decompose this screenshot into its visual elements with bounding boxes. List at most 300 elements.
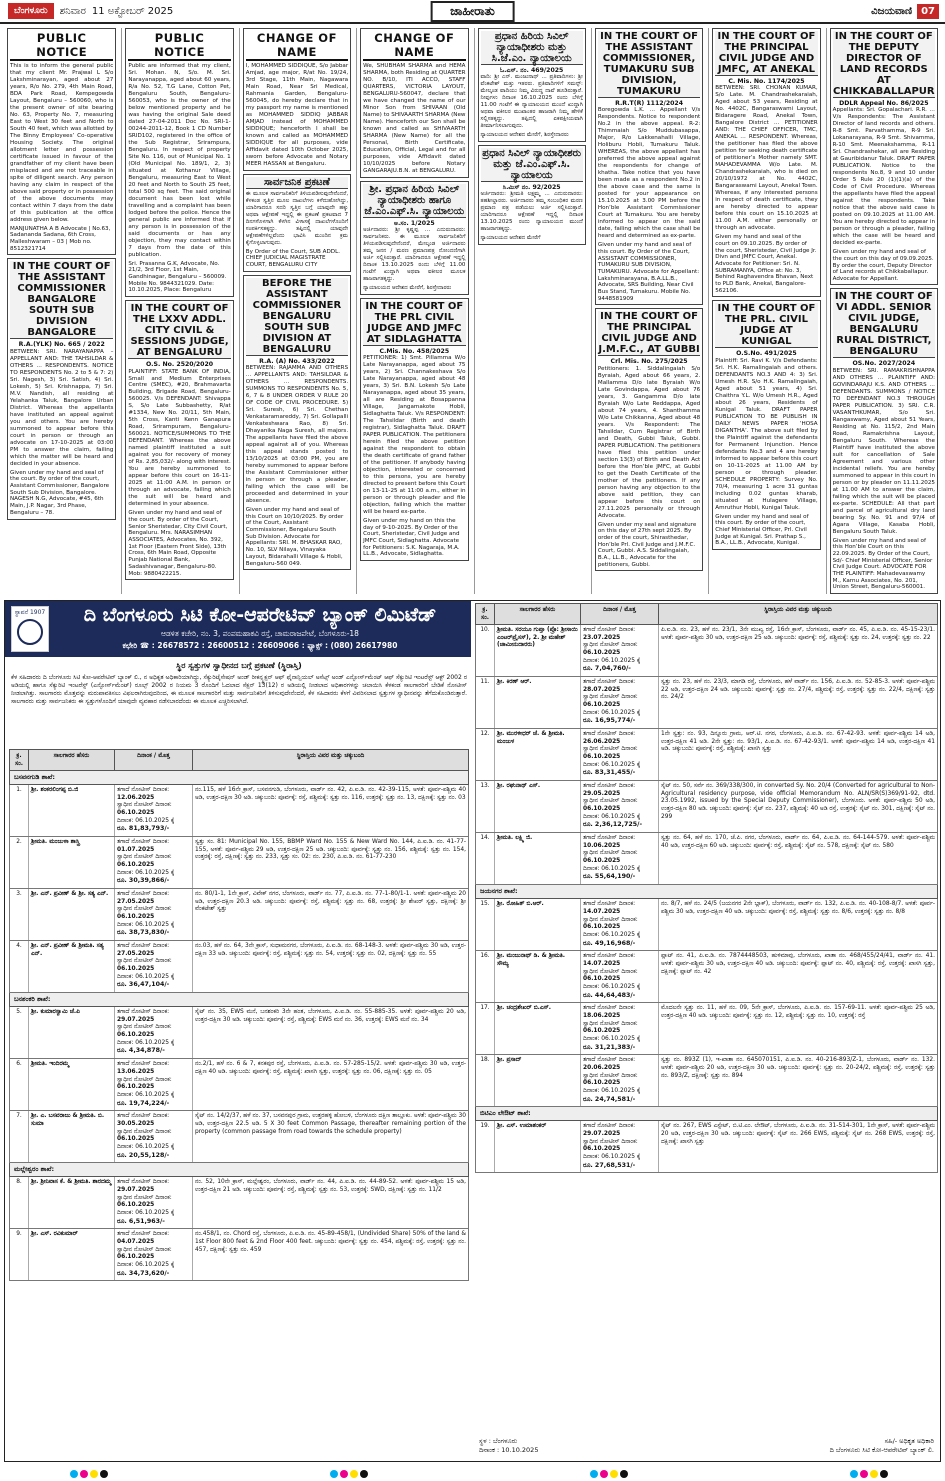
notice-heading: PUBLIC NOTICE xyxy=(10,31,113,61)
notice-body: BETWEEN: SRI. NARAYANAPPA – APPELLANT AND: THE TAHSILDAR & OTHERS … RESPONDENTS. NOTICE TO RESPONDENTS No. 2 to 5 & 7: 2) Sri. Nagesh, 3) Sri. Satish, 4) Sri. Lokesh, 5) Sri. Krishnappa, 7) Sri. M.V. Nandish, all residing at Yelahanka Taluk, Bangalore Urban District. Whereas the appellants have instituted an appeal against you and others. You are hereby summoned to appear before this court in person or through an advocate on 17-10-2025 at 03:00 PM to answer the claim, failing which the matter will be heard and decided in your absence. xyxy=(10,348,114,467)
borrower-name: ಶ್ರೀ. ಚಂದ್ರಶೇಖರ್ ಬಿ.ಎಸ್. xyxy=(494,1003,580,1054)
borrower-name: ಶ್ರೀ. ಎ. ಬಸವರಾಜು & ಶ್ರೀಮತಿ. ಬಿ. ಸುಮಾ xyxy=(28,1111,114,1162)
demand-label: ತಗಾದೆ ನೋಟೀಸ್ ದಿನಾಂಕ: xyxy=(117,839,170,846)
notice-column xyxy=(121,28,236,594)
registration-dot-icon xyxy=(350,1470,358,1478)
legal-notice xyxy=(712,300,820,550)
demand-label: ತಗಾದೆ ನೋಟೀಸ್ ದಿನಾಂಕ: xyxy=(583,1005,636,1012)
property-description: ಸೈಟ್ ನಂ. 50, ಸರ್ವೆ ನಂ. 369/338/300, in converted Sy. No. 20/4 (Converted for agricultural to Non-Agricultural residency purpose, vide official Memorandum No. ALN/SR(S)369/91-92, dtd. 23.05.1992, issued by the Special Deputy Commissioner), ಬೆಂಗಳೂರು. ಅಳತೆ: ಪೂರ್ವ-ಪಶ್ಚಿಮ 50 ಅಡಿ, ಉತ್ತರ-ದಕ್ಷಿಣ 80 ಅಡಿ. ಚಕ್ಕುಬಂದಿ: ಪೂರ್ವಕ್ಕೆ: ಸೈಟ್ ನಂ. 237, ಪಶ್ಚಿಮಕ್ಕೆ: 40 ಅಡಿ ರಸ್ತೆ, ಉತ್ತರಕ್ಕೆ: ಸೈಟ್ ನಂ. 301, ದಕ್ಷಿಣಕ್ಕೆ: ಸೈಟ್ ನಂ. 299 xyxy=(658,781,937,832)
outstanding-amount: ರೂ. 7,04,760/- xyxy=(583,665,631,673)
possession-label: ಸ್ವಾಧೀನ ನೋಟೀಸ್ ದಿನಾಂಕ: xyxy=(117,854,172,861)
table-row xyxy=(475,729,938,781)
possession-date: 06.10.2025 xyxy=(117,862,155,869)
table-row xyxy=(9,785,469,837)
borrower-name: ಶ್ರೀಮತಿ. ಲಕ್ಷ್ಮಿ ಜಿ. xyxy=(494,833,580,884)
demand-label: ತಗಾದೆ ನೋಟೀಸ್ ದಿನಾಂಕ: xyxy=(583,627,636,633)
notice-body: ಈ ಮೂಲಕ ಸಾರ್ವಜನಿಕರಿಗೆ ತಿಳಿಯಪಡಿಸುವುದೇನೆಂದರೆ, ಕೆಳಕಂಡ ಸ್ವತ್ತಿನ ಮೂಲ ದಾಖಲೆಗಳು ಕಳೆದುಹೋಗಿದ್ದು, ಯಾರಿಗಾದರೂ ಸದರಿ ಸ್ವತ್ತಿನ ಬಗ್ಗೆ ಯಾವುದೇ ಹಕ್ಕು ಅಥವಾ ಆಕ್ಷೇಪಣೆ ಇದ್ದಲ್ಲಿ ಈ ಪ್ರಕಟಣೆ ಪ್ರಕಟವಾದ 7 ದಿನಗಳೊಳಗಾಗಿ ಕೆಳಗಿನ ವಿಳಾಸಕ್ಕೆ ದಾಖಲೆಗಳೊಂದಿಗೆ ಸಂಪರ್ಕಿಸತಕ್ಕದ್ದು. ತಪ್ಪಿದಲ್ಲಿ ಯಾವುದೇ ಆಕ್ಷೇಪಣೆಗಳಿಲ್ಲವೆಂದು ಭಾವಿಸಿ ಮುಂದಿನ ಕ್ರಮ ಕೈಗೊಳ್ಳಲಾಗುವುದು. xyxy=(245,190,349,246)
possession-date: 06.10.2025 xyxy=(583,806,621,813)
possession-table-right xyxy=(475,603,938,1173)
demand-date: 29.07.2025 xyxy=(117,1186,155,1193)
borrower-name: ಶ್ರೀ. ಪ್ರಸಾದ್ xyxy=(494,1055,580,1106)
notice-body: Appellants: Sri. Gopalachari. R.R. … V/s Respondents: The Assistant Director of land records and others. R-8 Smt. Parvathamma, R-9 Sri. Lokanarayana, R-9 Smt. Shivamma, R-10 Smt. Meenakshamma, R-11 Sri. Chandrashekar, all are Residing at Gauribidanur Taluk. DRAFT PAPER PUBLICATION. Notice to the respondents No.8, 9 and 10 under Order 5 Rule 20 (1)(1)(a) of the Code of Civil Procedure. Whereas the appellants have filed the appeal against the respondents. Take notice that the above said case is posted on 09.10.2025 at 11.00 AM. You are hereby directed to appear in person or through a pleader, failing which the case will be heard and decided ex-parte. xyxy=(832,107,935,247)
row-number: 9. xyxy=(16,1231,22,1238)
notice-signature: ನ್ಯಾಯಾಲಯದ ಆದೇಶದ ಮೇರೆಗೆ xyxy=(480,235,541,242)
notice-body: Plaintiff: Sri. Ravi K. V/s Defendants: Sri. H.K. Ramalingaiah and others. DEFENDANTS NO.3 AND 4: 3) Sri. Umesh H.R. S/o H.K. Ramalingaiah, Aged about 51 years, 4) Sri. Chaithra Y.L. W/o Umesh H.R., Aged about 26 years, Residents of Kunigal Taluk. DRAFT PAPER PUBLICATION TO BE PUBLISH IN DAILY NEWS PAPER ‘HOSA DIGANTHA’. The above suit filed by the Plaintiff against the defendants for Permanent Injunction. Hence defendants No.3 and 4 are hereby informed to appear before this court on 10-11-2025 at 11.00 AM by person or through pleader. SCHEDULE PROPERTY: Survey No. 70/4, measuring 1 acre 31 guntas including 0.02 guntas kharab, situated at Hulagere Village, Amruthur Hobli, Kunigal Taluk. xyxy=(715,357,818,511)
notice-body: BETWEEN: SRI. RAMAKRISHNAPPA AND OTHERS … PLAINTIFF AND: GOVINDARAJU K.S. AND OTHERS … DEFENDANTS. SUMMONS / NOTICE TO DEFENDANT NO.3 THROUGH PAPER PUBLICATION. 3) SRI. C.R. VASANTHKUMAR, S/o Sri. Rangaswamy, Aged about 51 Years, Residing at No. 115/2, 2nd Main Road, Ramakrishna Layout, Bengaluru South. Whereas the Plaintiff have instituted the above suit for cancellation of Sale Agreement and various other incidental reliefs. You are hereby summoned to appear in this court in person or by pleader on 11.11.2025 at 11.00 AM to answer the claim, failing which the suit will be placed ex-parte. SCHEDULE: All that part and parcel of agricultural dry land bearing Sy. No. 91 and 97/4 of Agara Village, Kasaba Hobli, Bengaluru South Taluk. xyxy=(832,367,935,535)
notice-heading: CHANGE OF NAME xyxy=(246,31,348,61)
amount-date-label: ದಿನಾಂಕ: 06.10.2025 ಕ್ಕೆ xyxy=(117,1261,175,1268)
amount-date-label: ದಿನಾಂಕ: 06.10.2025 ಕ್ಕೆ xyxy=(583,1035,641,1042)
possession-label: ಸ್ವಾಧೀನ ನೋಟೀಸ್ ದಿನಾಂಕ: xyxy=(117,958,172,965)
registration-dots xyxy=(850,1470,888,1478)
table-row xyxy=(475,625,938,677)
notice-dates xyxy=(114,1177,192,1228)
possession-date: 06.10.2025 xyxy=(583,1080,621,1087)
amount-date-label: ದಿನಾಂಕ: 06.10.2025 ಕ್ಕೆ xyxy=(583,709,641,716)
registration-dot-icon xyxy=(340,1470,348,1478)
property-description: ಸೈಟ್ ನಂ. 14/2/37, ಹಳೆ ನಂ. 37, ಬಸವನಪುರ ಗ್ರಾಮ, ಉತ್ತರಹಳ್ಳಿ ಹೋಬಳಿ, ಬೆಂಗಳೂರು ದಕ್ಷಿಣ ತಾಲ್ಲೂಕು. ಅಳತೆ: ಪೂರ್ವ-ಪಶ್ಚಿಮ 30 ಅಡಿ, ಉತ್ತರ-ದಕ್ಷಿಣ 22.5 ಅಡಿ. 5 X 30 feet Common Passage, thereafter remaining portion of the property (common passage from road towards the schedule property) xyxy=(192,1111,468,1162)
legal-notice xyxy=(243,28,351,171)
table-row xyxy=(475,1055,938,1107)
amount-date-label: ದಿನಾಂಕ: 06.10.2025 ಕ್ಕೆ xyxy=(583,657,641,664)
col-header: ಕ್ರ. ಸಂ. xyxy=(14,752,24,767)
notice-intro: ಕೆಳ ಸಹಿದಾರರು ದಿ ಬೆಂಗಳೂರು ಸಿಟಿ ಕೋ-ಆಪರೇಟಿವ್ ಬ್ಯಾಂಕ್ ಲಿ., ನ ಅಧಿಕೃತ ಅಧಿಕಾರಿಯಾಗಿದ್ದು, ಸೆಕ್ಯುರಿಟೈಸೇಷನ್ ಅಂಡ್ ರೀಕನ್ಸ್ಟ್ರಕ್ಷನ್ ಆಫ್ ಫೈನಾನ್ಷಿಯಲ್ ಅಸೆಟ್ಸ್ ಅಂಡ್ ಎನ್ಫೋರ್ಸ್‌ಮೆಂಟ್ ಆಫ್ ಸೆಕ್ಯುರಿಟಿ ಇಂಟರೆಸ್ಟ್ ಆಕ್ಟ್ 2002 ರ ಅಡಿಯಲ್ಲಿ ಹಾಗೂ ಸೆಕ್ಯುರಿಟಿ ಇಂಟರೆಸ್ಟ್ (ಎನ್ಫೋರ್ಸ್‌ಮೆಂಟ್) ರೂಲ್ಸ್ 2002 ರ ನಿಯಮ 3 ರೊಂದಿಗೆ ಓದಲಾದ ಸೆಕ್ಷನ್ 13(12) ರ ಅಡಿಯಲ್ಲಿ ನೀಡಲಾದ ಅಧಿಕಾರಗಳನ್ನು ಚಲಾಯಿಸಿ ಕೆಳಕಂಡ ಸಾಲಗಾರರಿಗೆ ಬೇಡಿಕೆ ನೋಟೀಸ್ ನೀಡಲಾಗಿತ್ತು. ಸಾಲಗಾರರು ಮೊತ್ತವನ್ನು ಮರುಪಾವತಿಸಲು ವಿಫಲರಾಗಿರುವುದರಿಂದ, ಈ ಮೂಲಕ ಸಾಲಗಾರರಿಗೆ ಮತ್ತು ಸಾರ್ವಜನಿಕರಿಗೆ ತಿಳಿಸುವುದೇನೆಂದರೆ, ಕೆಳ ಸಹಿದಾರರು ಕೆಳಗೆ ವಿವರಿಸಲಾದ ಸ್ವತ್ತುಗಳ ಸ್ವಾಧೀನವನ್ನು ತೆಗೆದುಕೊಂಡಿರುತ್ತಾರೆ. ಸಾಲಗಾರರು ಮತ್ತು ಸಾರ್ವಜನಿಕರು ಈ ಸ್ವತ್ತುಗಳೊಂದಿಗೆ ಯಾವುದೇ ವ್ಯವಹಾರ ನಡೆಸಬಾರದೆಂದು ಈ ಮೂಲಕ ಎಚ್ಚರಿಸಲಾಗಿದೆ. xyxy=(11,674,467,706)
notice-dates xyxy=(580,899,658,950)
case-number: ಸಿ.ಮಿಸ್ ನಂ. 92/2025 xyxy=(502,184,561,192)
case-number: DDLR Appeal No. 86/2025 xyxy=(839,100,929,107)
registration-dot-icon xyxy=(620,1470,628,1478)
footer-signatory: ಸಹಿ/- ಅಧಿಕೃತ ಅಧಿಕಾರಿ xyxy=(884,1437,934,1445)
property-description: ನಂ. 80/1-1, 1ನೇ ಕ್ರಾಸ್, ವಿವೇಕ್ ನಗರ, ಬೆಂಗಳೂರು, ವಾರ್ಡ್ ನಂ. 77, ಪಿ.ಐ.ಡಿ. ನಂ. 77-1-80/1-1. ಅಳತೆ: ಪೂರ್ವ-ಪಶ್ಚಿಮ 20 ಅಡಿ, ಉತ್ತರ-ದಕ್ಷಿಣ 20.3 ಅಡಿ. ಚಕ್ಕುಬಂದಿ: ಪೂರ್ವಕ್ಕೆ: ರಸ್ತೆ, ಪಶ್ಚಿಮಕ್ಕೆ: ಸ್ವತ್ತು ನಂ. 68, ಉತ್ತರಕ್ಕೆ: ಶ್ರೀ ಶೇಖರ್ ಸ್ವತ್ತು, ದಕ್ಷಿಣಕ್ಕೆ: ಶ್ರೀ ವೆಂಕಟೇಶ್ ಸ್ವತ್ತು xyxy=(192,889,468,940)
outstanding-amount: ರೂ. 30,39,866/- xyxy=(117,877,170,885)
possession-label: ಸ್ವಾಧೀನ ನೋಟೀಸ್ ದಿನಾಂಕ: xyxy=(117,1076,172,1083)
case-number: O.S.No. 491/2025 xyxy=(736,350,797,358)
table-row xyxy=(475,833,938,885)
registration-dot-icon xyxy=(860,1470,868,1478)
registration-dots xyxy=(330,1470,368,1478)
demand-date: 27.05.2025 xyxy=(117,950,155,957)
branch-heading: ಬನಶಂಕರಿ ಶಾಖೆ: xyxy=(9,993,469,1007)
notice-body: PETITIONER: 1) Smt. Pillamma W/o Late Narayanappa, aged about 75 years, 2) Sri. Channakeshava S/o Late Narayanappa, aged about 48 years, 3) Sri. B.N. Lokesh S/o Late Narayanappa, aged about 35 years, all are Residing at Bosappanna Village, Jangamakote Hobli, Sidlaghatta Taluk. V/s RESPONDENT: The Tahsildar (Birth and death registrar), Sidlaghatta Taluk. DRAFT PAPER PUBLICATION. The petitioners herein filed the above petition against the respondent to obtain the death certificate of grand father of the petitioner. If anybody having objection, interested or concerned to this persons, you are hereby directed to present before this Court on 13-11-25 at 11:00 a.m., either in person or through pleader and file objection, failing which the matter will be heard ex-parte. xyxy=(363,355,466,515)
notice-column xyxy=(474,28,589,594)
notice-body: ಅರ್ಜಿದಾರರು: ಶ್ರೀಮತಿ ಲಕ್ಷ್ಮಮ್ಮ ... ಎದುರುದಾರರು: ತಹಶೀಲ್ದಾರರು. ಅರ್ಜಿದಾರರು ತಮ್ಮ ಸಂಬಂಧಿಕರ ಮರಣ ಪ್ರಮಾಣ ಪತ್ರ ಪಡೆಯಲು ಅರ್ಜಿ ಸಲ್ಲಿಸಿರುತ್ತಾರೆ. ಯಾರಿಗಾದರೂ ಆಕ್ಷೇಪಣೆ ಇದ್ದಲ್ಲಿ ದಿನಾಂಕ 13.10.2025 ರಂದು ನ್ಯಾಯಾಲಯದ ಮುಂದೆ ಹಾಜರಾಗತಕ್ಕದ್ದು. xyxy=(480,191,583,233)
notice-signature: Given under my hand and seal of the court. By order of the Court, Senior Sheristedar, City Civil Court, Bengaluru. Mrs. NARASIMHAN ASSOCIATES, Advocates, No. 392, 1st Floor (Eastern Front Side), 13th Cross, 6th Main Road, Opposite Punjab National Bank, Sadashivanagar, Bengaluru-80. Mob: 9880422215. xyxy=(128,510,228,577)
notice-signature: MANJUNATHA A B Advocate | No.63, Sadananda Sadana, 6th Cross, Malleshwaram – 03 | Mob no. 8512321714 xyxy=(10,225,111,252)
notice-dates xyxy=(580,951,658,1002)
outstanding-amount: ರೂ. 49,16,968/- xyxy=(583,939,636,947)
notice-body: BETWEEN: RAJAMMA AND OTHERS … APPELLANTS AND: TAHSILDAR & OTHERS … RESPONDENTS. SUMMONS TO RESPONDENTS No. 5, 6, 7 & 8 UNDER ORDER V RULE 20 OF CODE OF CIVIL PROCEDURE. 5) Sri. Suresh, 6) Sri. Chethan Venkataramareddy, 7) Sri. Gollapalli Venkateshwara Rao, 8) Sri. Dhayanika Naga Suresh, all majors. The appellants have filed the above appeal against all of you. Whereas this appeal stands posted to 13/10/2025 at 03:00 PM, you are hereby summoned to appear before the Assistant Commissioner either in person or through a pleader, failing which the case will be proceeded and determined in your absence. xyxy=(245,365,349,504)
notice-dates xyxy=(580,1121,658,1172)
possession-date: 06.10.2025 xyxy=(583,858,621,865)
demand-label: ತಗಾದೆ ನೋಟೀಸ್ ದಿನಾಂಕ: xyxy=(583,953,636,960)
logo-year: ಸ್ಥಾಪನೆ 1907 xyxy=(14,609,46,616)
notice-dates xyxy=(114,889,192,940)
notice-dates xyxy=(114,941,192,992)
property-description: ಸ್ವತ್ತು ನಂ. 893Z (1), ಇ-ಖಾತಾ ನಂ. 645070151, ಪಿ.ಐ.ಡಿ. ನಂ. 40-216-893/Z-1, ಬೆಂಗಳೂರು, ವಾರ್ಡ್ ನಂ. 132. ಅಳತೆ: ಪೂರ್ವ-ಪಶ್ಚಿಮ 20 ಅಡಿ, ಉತ್ತರ-ದಕ್ಷಿಣ 30 ಅಡಿ. ಚಕ್ಕುಬಂದಿ: ಪೂರ್ವಕ್ಕೆ: ಸ್ವತ್ತು ನಂ. 20-24/2, ಪಶ್ಚಿಮಕ್ಕೆ: ರಸ್ತೆ, ಉತ್ತರಕ್ಕೆ: ಸ್ವತ್ತು ನಂ. 893/Z, ದಕ್ಷಿಣಕ್ಕೆ: ಸ್ವತ್ತು ನಂ. 894 xyxy=(658,1055,937,1106)
col-header: ಸ್ಥಿರಾಸ್ತಿಯ ವಿವರ ಮತ್ತು ಚಕ್ಕುಬಂದಿ xyxy=(658,604,937,624)
notice-dates xyxy=(114,1229,192,1280)
outstanding-amount: ರೂ. 4,34,878/- xyxy=(117,1047,165,1055)
possession-date: 06.10.2025 xyxy=(117,1032,155,1039)
property-description: ಸೈಟ್ ನಂ. 35, EWS ಮನೆ, ಬನಶಂಕರಿ 3ನೇ ಹಂತ, ಬೆಂಗಳೂರು, ಪಿ.ಐ.ಡಿ. ನಂ. 55-885-35. ಅಳತೆ: ಪೂರ್ವ-ಪಶ್ಚಿಮ 20 ಅಡಿ, ಉತ್ತರ-ದಕ್ಷಿಣ 30 ಅಡಿ. ಚಕ್ಕುಬಂದಿ: ಪೂರ್ವಕ್ಕೆ: ರಸ್ತೆ, ಪಶ್ಚಿಮಕ್ಕೆ: EWS ಮನೆ ನಂ. 36, ಉತ್ತರಕ್ಕೆ: EWS ಮನೆ ನಂ. 34 xyxy=(192,1007,468,1058)
notice-dates xyxy=(114,837,192,888)
footer-bank: ದಿ ಬೆಂಗಳೂರು ಸಿಟಿ ಕೋ-ಆಪರೇಟಿವ್ ಬ್ಯಾಂಕ್ ಲಿ. xyxy=(829,1446,934,1454)
possession-label: ಸ್ವಾಧೀನ ನೋಟೀಸ್ ದಿನಾಂಕ: xyxy=(583,916,638,923)
notice-signature: Given under my hand and seal of the court on this day of 09.09.2025. By order the court, Deputy Director of Land records at Chikkaballapur. Advocate for Appellant. xyxy=(832,249,934,282)
possession-table-left xyxy=(9,749,469,1281)
footer-date: ದಿನಾಂಕ : 10.10.2025 xyxy=(479,1446,539,1454)
possession-date: 06.10.2025 xyxy=(117,1136,155,1143)
registration-dot-icon xyxy=(90,1470,98,1478)
demand-label: ತಗಾದೆ ನೋಟೀಸ್ ದಿನಾಂಕ: xyxy=(117,891,170,898)
possession-label: ಸ್ವಾಧೀನ ನೋಟೀಸ್ ದಿನಾಂಕ: xyxy=(583,1138,638,1145)
property-description: ಪಿ.ಐ.ಡಿ. ನಂ. 23, ಹಳೆ ನಂ. 23/1, 3ನೇ ಮುಖ್ಯ ರಸ್ತೆ, 16ನೇ ಕ್ರಾಸ್, ಬೆಂಗಳೂರು, ವಾರ್ಡ್ ನಂ. 45, ಪಿ.ಐ.ಡಿ. ನಂ. 45-15-23/1. ಅಳತೆ: ಪೂರ್ವ-ಪಶ್ಚಿಮ 30 ಅಡಿ, ಉತ್ತರ-ದಕ್ಷಿಣ 25 ಅಡಿ. ಚಕ್ಕುಬಂದಿ: ಪೂರ್ವಕ್ಕೆ: ರಸ್ತೆ, ಪಶ್ಚಿಮಕ್ಕೆ: ಸ್ವತ್ತು ನಂ. 24, ಉತ್ತರಕ್ಕೆ: ಸ್ವತ್ತು ನಂ. 22 xyxy=(658,625,937,676)
possession-label: ಸ್ವಾಧೀನ ನೋಟೀಸ್ ದಿನಾಂಕ: xyxy=(583,746,638,753)
registration-dot-icon xyxy=(600,1470,608,1478)
possession-label: ಸ್ವಾಧೀನ ನೋಟೀಸ್ ದಿನಾಂಕ: xyxy=(583,1020,638,1027)
possession-label: ಸ್ವಾಧೀನ ನೋಟೀಸ್ ದಿನಾಂಕ: xyxy=(583,798,638,805)
legal-notice xyxy=(360,28,468,178)
possession-date: 06.10.2025 xyxy=(583,924,621,931)
row-number: 1. xyxy=(16,787,22,793)
borrower-name: ಶ್ರೀ. ರಘುನಾಥ್ ಎಸ್. xyxy=(494,781,580,832)
demand-date: 26.06.2025 xyxy=(583,738,621,745)
demand-label: ತಗಾದೆ ನೋಟೀಸ್ ದಿನಾಂಕ: xyxy=(117,787,170,793)
row-number: 15. xyxy=(480,901,490,908)
notice-heading: IN THE COURT OF THE DEPUTY DIRECTOR OF LAND RECORDS AT CHIKKABALLAPUR xyxy=(832,31,935,97)
demand-date: 27.05.2025 xyxy=(117,898,155,905)
table-row xyxy=(9,1111,469,1163)
bank-header xyxy=(5,601,471,657)
col-header: ಸ್ಥಿರಾಸ್ತಿಯ ವಿವರ ಮತ್ತು ಚಕ್ಕುಬಂದಿ xyxy=(192,750,468,770)
property-description: ಸೈಟ್ ನಂ. 267, EWS ಎಸ್ಟೇಟ್, ಬಿ.ಟಿ.ಎಂ. ಲೇಔಟ್, ಬೆಂಗಳೂರು, ಪಿ.ಐ.ಡಿ. ನಂ. 31-514-301, 1ನೇ ಕ್ರಾಸ್, ಅಳತೆ: ಪೂರ್ವ-ಪಶ್ಚಿಮ 20 ಅಡಿ, ಉತ್ತರ-ದಕ್ಷಿಣ 30 ಅಡಿ. ಚಕ್ಕುಬಂದಿ: ಪೂರ್ವಕ್ಕೆ: ಸೈಟ್ ನಂ. 266 EWS, ಪಶ್ಚಿಮಕ್ಕೆ: ಸೈಟ್ ನಂ. 268 EWS, ಉತ್ತರಕ್ಕೆ: ರಸ್ತೆ, ದಕ್ಷಿಣಕ್ಕೆ: ಖಾಸಗಿ ಸ್ವತ್ತು xyxy=(658,1121,937,1172)
outstanding-amount: ರೂ. 16,95,774/- xyxy=(583,717,636,725)
demand-label: ತಗಾದೆ ನೋಟೀಸ್ ದಿನಾಂಕ: xyxy=(583,1123,636,1130)
demand-date: 20.06.2025 xyxy=(583,1064,621,1071)
footer-place: ಸ್ಥಳ : ಬೆಂಗಳೂರು xyxy=(479,1437,518,1445)
day-label: ಶನಿವಾರ xyxy=(59,5,86,17)
notice-column xyxy=(826,28,941,594)
borrower-name: ಶ್ರೀ. ಮುರಳೀಧರ್ ಜೆ. & ಶ್ರೀಮತಿ. ಮಂಜುಳ xyxy=(494,729,580,780)
outstanding-amount: ರೂ. 20,55,128/- xyxy=(117,1151,170,1159)
demand-label: ತಗಾದೆ ನೋಟೀಸ್ ದಿನಾಂಕ: xyxy=(117,1113,170,1120)
outstanding-amount: ರೂ. 36,47,104/- xyxy=(117,981,170,989)
notice-body: BETWEEN: SRI. CHONAN KUMAR, S/o Late. M. Chandrashekaraiah, Aged about 53 years, Residing at No. 4402C, Bangaraswami Layout, Bidaragere Road, Anekal Town, Bangalore District … PETITIONER AND: THE CHIEF OFFICER, TMC, ANEKAL … RESPONDENT. Whereas, the petitioner has filed the above petition for seeking death certificate of petitioner’s Mother namely SMT. MAHADEVAMMA W/o Late. M. Chandrashekaraiah, who is died on 20/10/1972 at No. 4402C, Bangaraswami Layout, Anekal Town. Whereas, if any interested persons in respect of death certificate, they are hereby directed to appear before this court on 15.10.2025 at 11.00 A.M. either personally or through an advocate. xyxy=(715,85,818,232)
property-description: ಸ್ವತ್ತು ಸಂ. 81: Municipal No. 155, BBMP Ward No. 155 & New Ward No. 144, ಪಿ.ಐ.ಡಿ. ನಂ. 41-77-155, ಅಳತೆ: ಪೂರ್ವ-ಪಶ್ಚಿಮ 29 ಅಡಿ, ಉತ್ತರ-ದಕ್ಷಿಣ 25 ಅಡಿ. ಚಕ್ಕುಬಂದಿ: ಪೂರ್ವಕ್ಕೆ: ಸ್ವತ್ತು ನಂ. 156, ಪಶ್ಚಿಮಕ್ಕೆ: ಸ್ವತ್ತು ನಂ. 154, ಉತ್ತರಕ್ಕೆ: ರಸ್ತೆ, ದಕ್ಷಿಣಕ್ಕೆ: ಸ್ವತ್ತು ನಂ. 233, ಸ್ವತ್ತು ಸಂ. 02: ನಂ. 230, ಪಿ.ಐ.ಡಿ. ನಂ. 61-77-230 xyxy=(192,837,468,888)
demand-date: 12.06.2025 xyxy=(117,794,155,801)
col-header: ದಿನಾಂಕ / ಮೊತ್ತ xyxy=(580,604,658,624)
print-registration-marks xyxy=(0,1468,945,1480)
notice-dates xyxy=(580,781,658,832)
case-number: R.A.(YLK) No. 665 / 2022 xyxy=(18,341,105,349)
masthead xyxy=(0,0,945,24)
row-number: 3. xyxy=(16,891,22,898)
registration-dot-icon xyxy=(870,1470,878,1478)
possession-label: ಸ್ವಾಧೀನ ನೋಟೀಸ್ ದಿನಾಂಕ: xyxy=(583,850,638,857)
borrower-name: ಶ್ರೀ. ಶಂಕರಲಿಂಗಪ್ಪ ಬಿ.ಜಿ xyxy=(28,785,114,836)
legal-notice xyxy=(125,300,233,580)
notice-heading: IN THE COURT OF VI ADDL. SENIOR CIVIL JUDGE, BENGALURU RURAL DISTRICT, BENGALURU xyxy=(833,291,935,358)
outstanding-amount: ರೂ. 27,68,531/- xyxy=(583,1161,636,1169)
borrower-name: ಶ್ರೀಮತಿ. ಮಂಜುಳಾ ಶಾಸ್ತ್ರಿ xyxy=(28,837,114,888)
demand-label: ತಗಾದೆ ನೋಟೀಸ್ ದಿನಾಂಕ: xyxy=(117,1009,170,1016)
notice-body: ವಾದಿ: ಶ್ರೀ ಎನ್. ಮಂಜುನಾಥ್ ... ಪ್ರತಿವಾದಿಗಳು: ಶ್ರೀ ವೆಂಕಟೇಶ್ ಮತ್ತು ಇತರರು. ಪ್ರತಿವಾದಿಗಳಿಗೆ ಸಮನ್ಸ್: ಮೇಲ್ಕಂಡ ವಾದಿಯು ನಿಮ್ಮ ವಿರುದ್ಧ ದಾವೆ ಹೂಡಿರುತ್ತಾರೆ. ನೀವುಗಳು ದಿನಾಂಕ 16.10.2025 ರಂದು ಬೆಳಿಗ್ಗೆ 11.00 ಗಂಟೆಗೆ ಈ ನ್ಯಾಯಾಲಯದ ಮುಂದೆ ಖುದ್ದಾಗಿ ಅಥವಾ ವಕೀಲರ ಮುಖಾಂತರ ಹಾಜರಾಗಿ ನಿಮ್ಮ ಹೇಳಿಕೆ ಸಲ್ಲಿಸತಕ್ಕದ್ದು. ತಪ್ಪಿದಲ್ಲಿ ಏಕಪಕ್ಷೀಯವಾಗಿ ತೀರ್ಮಾನಿಸಲಾಗುವುದು. xyxy=(480,74,583,130)
registration-dot-icon xyxy=(100,1470,108,1478)
legal-notice xyxy=(595,308,703,571)
table-row xyxy=(9,941,469,993)
table-row xyxy=(9,1059,469,1111)
row-number: 16. xyxy=(480,953,490,960)
property-description: ಸ್ವತ್ತು ನಂ. 64, ಹಳೆ ನಂ. 170, ಜೆ.ಪಿ. ನಗರ, ಬೆಂಗಳೂರು, ವಾರ್ಡ್ ನಂ. 64, ಪಿ.ಐ.ಡಿ. ನಂ. 64-144-579. ಅಳತೆ: ಪೂರ್ವ-ಪಶ್ಚಿಮ 40 ಅಡಿ, ಉತ್ತರ-ದಕ್ಷಿಣ 60 ಅಡಿ. ಚಕ್ಕುಬಂದಿ: ಪೂರ್ವಕ್ಕೆ: ರಸ್ತೆ, ಪಶ್ಚಿಮಕ್ಕೆ: ಸೈಟ್ ನಂ. 578, ದಕ್ಷಿಣಕ್ಕೆ: ಸೈಟ್ ನಂ. 580 xyxy=(658,833,937,884)
legal-notice xyxy=(243,275,351,570)
notice-heading: IN THE COURT OF THE PRL. CIVIL JUDGE AT KUNIGAL xyxy=(715,303,817,348)
notice-heading: BEFORE THE ASSISTANT COMMISSIONER BENGALURU SOUTH SUB DIVISION AT BENGALURU xyxy=(246,278,348,356)
demand-date: 18.06.2025 xyxy=(583,1012,621,1019)
demand-date: 01.07.2025 xyxy=(117,846,155,853)
notice-signature: Given under my hand and seal of this Court on 10/10/2025. By order of the Court, Assistant Commissioner, Bengaluru South Sub Division. Advocate for Appellants: SRI. M. BHASKAR RAO, No. 10, SLV Nilaya, Vinayaka Layout, Bidarahalli Village & Hobli, Bengaluru-560 049. xyxy=(245,506,344,567)
bank-logo-icon xyxy=(11,606,49,652)
notice-heading: CHANGE OF NAME xyxy=(363,31,465,61)
amount-date-label: ದಿನಾಂಕ: 06.10.2025 ಕ್ಕೆ xyxy=(583,1087,641,1094)
notice-signature: ನ್ಯಾಯಾಲಯದ ಆದೇಶದ ಮೇರೆಗೆ, ಶಿರಸ್ತೇದಾರರು xyxy=(480,132,569,139)
city-label: ಬೆಂಗಳೂರು xyxy=(8,3,54,19)
col-header: ಸಾಲಗಾರರ ಹೆಸರು xyxy=(28,750,114,770)
table-row xyxy=(475,1003,938,1055)
notice-body: Boregowda L.K. … Appellant V/s Respondents. Notice to respondent No.2 in the above appeal. R-2: Thimmaiah S/o Muddubasappa, Major, R/o Lakkenahalli Village, Holiburu Hobli, Tumakuru Taluk. WHEREAS, the above appellant has preferred the above appeal against the respondents for change of khatha. Take notice that you have been made as a respondent No.2 in the above case and the same is posted for your appearance on 15.10.2025 at 3.00 PM before the Hon’ble Assistant Commissioner Court at Tumakuru. You are hereby informed to appear on the said date, failing which the case shall be heard and determined as ex-parte. xyxy=(597,107,701,240)
row-number: 19. xyxy=(480,1123,490,1130)
property-description: ನಂ. 8/7, ಹಳೆ ನಂ. 24/5 (ಜಯನಗರ 2ನೇ ಬ್ಲಾಕ್), ಬೆಂಗಳೂರು, ವಾರ್ಡ್ ನಂ. 132, ಪಿ.ಐ.ಡಿ. ನಂ. 40-108-8/7. ಅಳತೆ: ಪೂರ್ವ-ಪಶ್ಚಿಮ 30 ಅಡಿ, ಉತ್ತರ-ದಕ್ಷಿಣ 40 ಅಡಿ. ಚಕ್ಕುಬಂದಿ: ಪೂರ್ವಕ್ಕೆ: ರಸ್ತೆ, ಪಶ್ಚಿಮಕ್ಕೆ: ಸ್ವತ್ತು ನಂ. 8/6, ಉತ್ತರಕ್ಕೆ: ಸ್ವತ್ತು ನಂ. 8/8 xyxy=(658,899,937,950)
demand-date: 04.07.2025 xyxy=(117,1238,155,1245)
row-number: 13. xyxy=(480,783,490,790)
legal-notices-grid xyxy=(4,28,941,594)
row-number: 5. xyxy=(16,1009,22,1016)
notice-body: Public are informed that my client, Sri. Mohan. N, S/o. M. Sri. Narayanappa, aged about 60 years, R/a No. 52, T.G Lane, Cotton Pet, Bengaluru South, Bengaluru-560053, who is the owner of the below mentioned property and he was having the original Sale deed dated 27-04-2011 Doc No. SRI-1-00244-2011-12, Book 1 CD Number SRID102, registered in the office of the Sub Registrar, Srirampura, Bengaluru. In respect of property Site No. 116, out of Municipal No. 1 (Old Municipal No. 189/1, 2, 3) situated at Kothanur Village, Bengaluru, measuring East to West 20 feet and North to South 25 feet, total 500 sq feet. The said original document has been lost while travelling and a complaint has been lodged before the police. Hence the general public are informed that if any person is in possession of the said documents or has any objection, they may contact within 7 days from the date of this publication. xyxy=(128,63,231,258)
borrower-name: ಶ್ರೀ. ಎನ್. ಪ್ರವೀಣ್ & ಶ್ರೀಮತಿ. ಸತ್ಯ ಎನ್. xyxy=(28,941,114,992)
legal-notice xyxy=(830,28,938,285)
notice-heading: IN THE COURT OF THE ASSISTANT COMMISSIONER BANGALORE SOUTH SUB DIVISION BANGALORE xyxy=(10,261,113,339)
notice-heading: IN THE COURT OF THE ASSISTANT COMMISSIONER, TUMAKURU SUB DIVISION, TUMAKURU xyxy=(598,31,700,98)
demand-date: 28.07.2025 xyxy=(583,686,621,693)
legal-notice xyxy=(595,28,703,305)
possession-date: 06.10.2025 xyxy=(583,1146,621,1153)
case-number: R.A. (A) No. 433/2022 xyxy=(259,357,335,365)
row-number: 11. xyxy=(480,679,490,686)
registration-dot-icon xyxy=(610,1470,618,1478)
demand-date: 29.07.2025 xyxy=(117,1016,155,1023)
notice-body: ಅರ್ಜಿದಾರರು: ಶ್ರೀ ಕೃಷ್ಣಪ್ಪ ... ಎದುರುದಾರರು: ಸಾರ್ವಜನಿಕರು. ಈ ಮೂಲಕ ಸಾರ್ವಜನಿಕರಿಗೆ ತಿಳಿಯಪಡಿಸುವುದೇನೆಂದರೆ, ಮೇಲ್ಕಂಡ ಅರ್ಜಿದಾರರು ತಮ್ಮ ಜನನ / ಮರಣ ಪ್ರಮಾಣಪತ್ರ ನೋಂದಣಿಗಾಗಿ ಅರ್ಜಿ ಸಲ್ಲಿಸಿರುತ್ತಾರೆ. ಯಾರಿಗಾದರೂ ಆಕ್ಷೇಪಣೆ ಇದ್ದಲ್ಲಿ ದಿನಾಂಕ 13.10.2025 ರಂದು ಬೆಳಿಗ್ಗೆ 11.00 ಗಂಟೆಗೆ ಖುದ್ದಾಗಿ ಅಥವಾ ವಕೀಲರ ಮೂಲಕ ಹಾಜರಾಗತಕ್ಕದ್ದು. xyxy=(363,227,466,283)
possession-label: ಸ್ವಾಧೀನ ನೋಟೀಸ್ ದಿನಾಂಕ: xyxy=(117,1194,172,1201)
notice-signature: Given under my hand on this the day of 9-10-2025. By Order of the Court, Sheristedar, Civil Judge and JMFC Court, Sidlaghatta. Advocate for Petitioners: S.K. Nagaraja, M.A. LL.B., Advocate, Sidlaghatta. xyxy=(363,517,460,558)
outstanding-amount: ರೂ. 31,21,383/- xyxy=(583,1043,636,1051)
legal-notice xyxy=(243,174,351,272)
table-header xyxy=(475,603,938,625)
outstanding-amount: ರೂ. 38,73,830/- xyxy=(117,929,170,937)
possession-label: ಸ್ವಾಧೀನ ನೋಟೀಸ್ ದಿನಾಂಕ: xyxy=(117,1246,172,1253)
demand-label: ತಗಾದೆ ನೋಟೀಸ್ ದಿನಾಂಕ: xyxy=(117,1231,170,1238)
notice-heading: ಪ್ರಧಾನ ಹಿರಿಯ ಸಿವಿಲ್ ನ್ಯಾಯಾಧೀಶರು ಮತ್ತು ಸಿ.ಜೆ.ಎಂ. ನ್ಯಾಯಾಲಯ xyxy=(481,31,583,65)
notice-column xyxy=(591,28,706,594)
notice-dates xyxy=(580,729,658,780)
registration-dot-icon xyxy=(70,1470,78,1478)
legal-notice xyxy=(7,258,116,519)
registration-dot-icon xyxy=(360,1470,368,1478)
notice-body: PLAINTIFF: STATE BANK OF INDIA, Small and Medium Enterprises Centre (SMEC), #20, Brahmavarta Building, Brigade Road, Bengaluru-560025. V/s DEFENDANT: Shivappa S, S/o Late Subbashetty, R/at #1334, New No. 20/11, 5th Main, 5th Cross, Kanti Kenn Ganapura Road, Srirampuram, Bengaluru-560021. NOTICE/SUMMONS TO THE DEFENDANT. Whereas the above named plaintiff instituted a suit against you for recovery of money of Rs. 2,85,032/- along with interest. You are hereby summoned to appear before this court on 16-11-2025 at 11:00 A.M. in person or through an advocate, failing which the suit will be heard and determined in your absence. xyxy=(128,368,231,508)
row-number: 8. xyxy=(16,1179,22,1186)
table-row xyxy=(475,951,938,1003)
possession-label: ಸ್ವಾಧೀನ ನೋಟೀಸ್ ದಿನಾಂಕ: xyxy=(117,802,172,809)
amount-date-label: ದಿನಾಂಕ: 06.10.2025 ಕ್ಕೆ xyxy=(117,817,175,824)
possession-label: ಸ್ವಾಧೀನ ನೋಟೀಸ್ ದಿನಾಂಕ: xyxy=(117,906,172,913)
notice-body: I, MOHAMMED SIDDIQUE, S/o Jabbar Amjad, age major, R/at No. 19/24, 3rd Stage, 11th Main, Nagawara Main Road, Near Sri Medical, Rahmania Garden, Bengaluru-560045, do hereby declare that in my passport my name is mentioned as MOHAMMED SIDDIQ JABBAR AMJAD instead of MOHAMMED SIDDIQUE; henceforth I shall be known and called as MOHAMMED SIDDIQUE for all purposes, vide Affidavit dated 10th October 2025, sworn before Advocate and Notary MEER HASSAN at Bengaluru. xyxy=(245,63,349,167)
table-row xyxy=(9,837,469,889)
possession-date: 06.10.2025 xyxy=(583,650,621,657)
notice-column xyxy=(356,28,471,594)
possession-date: 06.10.2025 xyxy=(117,1202,155,1209)
paper-logo: ವಿಜಯವಾಣಿ xyxy=(871,5,913,17)
outstanding-amount: ರೂ. 2,36,12,725/- xyxy=(583,821,643,829)
possession-label: ಸ್ವಾಧೀನ ನೋಟೀಸ್ ದಿನಾಂಕ: xyxy=(117,1024,172,1031)
notice-dates xyxy=(580,1055,658,1106)
legal-notice xyxy=(478,28,586,142)
notice-signature: By Order of the Court, SUB ADDL. CHIEF JUDICIAL MAGISTRATE COURT, BENGALURU CITY xyxy=(245,248,340,269)
possession-date: 06.10.2025 xyxy=(583,1028,621,1035)
row-number: 2. xyxy=(16,839,22,846)
property-description: ನಂ.115, ಹಳೆ 16ನೇ ಕ್ರಾಸ್, ಬಸವನಗುಡಿ, ಬೆಂಗಳೂರು, ವಾರ್ಡ್ ನಂ. 42, ಪಿ.ಐ.ಡಿ. ನಂ. 42-39-115, ಅಳತೆ: ಪೂರ್ವ-ಪಶ್ಚಿಮ 40 ಅಡಿ, ಉತ್ತರ-ದಕ್ಷಿಣ 30 ಅಡಿ. ಚಕ್ಕುಬಂದಿ: ಪೂರ್ವಕ್ಕೆ: ರಸ್ತೆ, ಪಶ್ಚಿಮಕ್ಕೆ: ಸ್ವತ್ತು ನಂ. 116, ಉತ್ತರಕ್ಕೆ: ಸ್ವತ್ತು ನಂ. 13, ದಕ್ಷಿಣಕ್ಕೆ: ಸ್ವತ್ತು ನಂ. 03 xyxy=(192,785,468,836)
branch-heading: ಬಿಟಿಎಂ ಲೇಔಟ್ ಶಾಖೆ: xyxy=(475,1107,938,1121)
outstanding-amount: ರೂ. 81,83,793/- xyxy=(117,825,170,833)
notice-dates xyxy=(114,785,192,836)
demand-label: ತಗಾದೆ ನೋಟೀಸ್ ದಿನಾಂಕ: xyxy=(117,1179,170,1186)
property-description: ಮೊದಲನೇ ಸ್ವತ್ತು ನಂ. 11, ಹಳೆ ನಂ. 09, 5ನೇ ಕ್ರಾಸ್, ಬೆಂಗಳೂರು, ಪಿ.ಐ.ಡಿ. ನಂ. 157-69-11. ಅಳತೆ: ಪೂರ್ವ-ಪಶ್ಚಿಮ 25 ಅಡಿ, ಉತ್ತರ-ದಕ್ಷಿಣ 40 ಅಡಿ. ಚಕ್ಕುಬಂದಿ: ಪೂರ್ವಕ್ಕೆ: ಸ್ವತ್ತು ನಂ. 12, ಪಶ್ಚಿಮಕ್ಕೆ: ಸ್ವತ್ತು ನಂ. 10, ಉತ್ತರಕ್ಕೆ: ರಸ್ತೆ xyxy=(658,1003,937,1054)
demand-date: 14.07.2025 xyxy=(583,960,621,967)
possession-date: 06.10.2025 xyxy=(583,754,621,761)
notice-signature: Given under my seal and signature on this day of 27th sept 2025. By order of the court, Shirasthedar, Hon’ble Prl. Civil Judge and J.M.F.C. Court, Gubbi. A.S. Siddalingaiah, B.A., LL.B., Advocate for the petitioners, Gubbi. xyxy=(597,521,697,568)
notice-dates xyxy=(580,677,658,728)
notice-heading: IN THE COURT OF THE PRL CIVIL JUDGE AND JMFC AT SIDLAGHATTA xyxy=(363,301,465,346)
demand-label: ತಗಾದೆ ನೋಟೀಸ್ ದಿನಾಂಕ: xyxy=(583,783,636,790)
property-description: ನಂ. 52, 10ನೇ ಕ್ರಾಸ್, ಮಲ್ಲೇಶ್ವರಂ, ಬೆಂಗಳೂರು, ವಾರ್ಡ್ ನಂ. 44, ಪಿ.ಐ.ಡಿ. ನಂ. 44-89-52. ಅಳತೆ: ಪೂರ್ವ-ಪಶ್ಚಿಮ 15 ಅಡಿ, ಉತ್ತರ-ದಕ್ಷಿಣ 21 ಅಡಿ. ಚಕ್ಕುಬಂದಿ: ಪೂರ್ವಕ್ಕೆ: ರಸ್ತೆ, ಪಶ್ಚಿಮಕ್ಕೆ: ಸ್ವತ್ತು ನಂ. 53, ಉತ್ತರಕ್ಕೆ: SWD, ದಕ್ಷಿಣಕ್ಕೆ: ಸ್ವತ್ತು ನಂ. 11/2 xyxy=(192,1177,468,1228)
amount-date-label: ದಿನಾಂಕ: 06.10.2025 ಕ್ಕೆ xyxy=(583,761,641,768)
notice-dates xyxy=(114,1059,192,1110)
legal-notice xyxy=(125,28,233,297)
possession-date: 06.10.2025 xyxy=(117,1084,155,1091)
row-number: 7. xyxy=(16,1113,22,1120)
property-description: ಪ್ಲಾಟ್ ನಂ. 41, ಪಿ.ಐ.ಡಿ. ನಂ. 7874448503, ಹುಳಿಮಾವು, ಬೆಂಗಳೂರು, ಖಾತಾ ನಂ. 468/455/24/41, ವಾರ್ಡ್ ನಂ. 41. ಅಳತೆ: ಪೂರ್ವ-ಪಶ್ಚಿಮ 30 ಅಡಿ, ಉತ್ತರ-ದಕ್ಷಿಣ 40 ಅಡಿ. ಚಕ್ಕುಬಂದಿ: ಪೂರ್ವಕ್ಕೆ: ಪ್ಲಾಟ್ ನಂ. 40, ಪಶ್ಚಿಮಕ್ಕೆ: ರಸ್ತೆ, ಉತ್ತರಕ್ಕೆ: ಖಾಸಗಿ ಸ್ವತ್ತು, ದಕ್ಷಿಣಕ್ಕೆ: ಪ್ಲಾಟ್ ನಂ. 42 xyxy=(658,951,937,1002)
notice-heading: IN THE COURT OF THE PRINCIPAL CIVIL JUDGE AND JMFC, AT ANEKAL xyxy=(715,31,817,76)
case-number: C. Mis. No. 1174/2025 xyxy=(728,78,805,85)
notice-signature: Given under my hand and seal of this Hon’ble Court on this 22.09.2025. By Order of the Court, Sd/- Chief Ministerial Officer, Senior Civil Judge Court. ADVOCATE FOR THE PLAINTIFF: Mahadevaswamy M., Karnu Associates, No. 201, Union Street, Bengaluru-560001. xyxy=(832,537,933,591)
notice-heading: IN THE COURT OF THE PRINCIPAL CIVIL JUDGE AND J.M.F.C., AT GUBBI xyxy=(598,311,700,356)
case-number: ಅ.ಸಂ. 1/2025 xyxy=(393,219,435,227)
case-number: R.R.T(R) 1112/2024 xyxy=(615,100,684,107)
notice-signature: Given under my hand and seal of this court. By order of the court, Chief Ministerial Officer, Prl. Civil Judge at Kunigal. Sri. Prathap S., B.A., LL.B., Advocate, Kunigal. xyxy=(715,513,809,547)
table-row xyxy=(9,889,469,941)
branch-heading: ಬಸವನಗುಡಿ ಶಾಖೆ: xyxy=(9,771,469,785)
outstanding-amount: ರೂ. 6,51,963/- xyxy=(117,1217,165,1225)
notice-dates xyxy=(114,1007,192,1058)
case-number: Crl. Mis. No. 275/2025 xyxy=(610,358,688,366)
possession-date: 06.10.2025 xyxy=(583,702,621,709)
bank-phones: ಕಛೇರಿ ☎ : 26678572 : 26600512 : 26609066 : ಫ್ಯಾಕ್ಸ್ : (080) 26617980 xyxy=(122,641,398,650)
demand-date: 10.06.2025 xyxy=(583,842,621,849)
demand-date: 29.07.2025 xyxy=(583,1130,621,1137)
demand-date: 23.07.2025 xyxy=(583,634,621,641)
notice-body: Petitioners: 1. Siddalingaiah S/o Byraiah, Aged about 66 years, 2. Mallamma D/o late Byraiah W/o Late Govindappa, Aged about 76 years, 3. Gangamma D/o late Byraiah W/o Late Reddappa, Aged about 74 years, 4. Shanthamma W/o Late Chikkanna, Aged about 48 years. V/s Respondent: The Tahsildar, Cum Registrar of Birth and Death, Gubbi Taluk, Gubbi. PAPER PUBLICATION. The petitioners have filed this petition under section 13(3) of Birth and Death Act before the Hon’ble JMFC, at Gubbi to get the Death Certificate of the mother of the petitioners. If any person having any objection to the above said petition, they can appear before this court on 27.11.2025 personally or through Advocate. xyxy=(597,365,701,519)
row-number: 18. xyxy=(480,1057,490,1064)
demand-label: ತಗಾದೆ ನೋಟೀಸ್ ದಿನಾಂಕ: xyxy=(583,679,636,686)
registration-dot-icon xyxy=(850,1470,858,1478)
table-row xyxy=(9,1007,469,1059)
outstanding-amount: ರೂ. 19,74,224/- xyxy=(117,1099,170,1107)
outstanding-amount: ರೂ. 34,73,620/- xyxy=(117,1269,170,1277)
borrower-name: ಶ್ರೀ. ಎಸ್. ಉಮಾಶಂಕರ್ xyxy=(494,1121,580,1172)
possession-date: 06.10.2025 xyxy=(583,976,621,983)
borrower-name: ಶ್ರೀ. ರೋಹಿತ್ ಬಿ.ಆರ್. xyxy=(494,899,580,950)
legal-notice xyxy=(830,288,938,594)
notice-signature: Sri. Prasanna G.K, Advocate, No. 21/2, 3rd Floor, 1st Main, Gandhinagar, Bengaluru – 560009. Mobile No. 9844321029. Date: 10.10.2025, Place: Bengaluru xyxy=(128,260,227,294)
possession-label: ಸ್ವಾಧೀನ ನೋಟೀಸ್ ದಿನಾಂಕ: xyxy=(583,1072,638,1079)
notice-body: We, SHUBHAM SHARMA and HEMA SHARMA, both Residing at QUARTER NO. B/10, ITI ACCO, STAFF QUARTERS, VICTORIA LAYOUT, BENGALURU-560047, declare that we have changed the name of our Minor Son from SHIVAAN (Old Name) to SHIVAARTH SHARMA (New Name). Henceforth our Son shall be known and called as SHIVAARTH SHARMA (New Name) for all the Personal, Birth Certificate, Education, Official, Legal and for all purposes, vide Affidavit dated 10/10/2025 before Notary GANGARAJU.B.N. at BENGALURU. xyxy=(363,63,466,174)
page-number: 07 xyxy=(917,4,939,19)
borrower-name: ಶ್ರೀಮತಿ. ಇಂದಿರಮ್ಮ xyxy=(28,1059,114,1110)
notice-signature: Given my hand and seal of the court on 09.10.2025. By order of the court, Sheristedar, Civil Judge Jr. Divn and JMFC Court, Anekal. Advocate for Petitioner: Sri. N. SUBRAMANYA, Office at: No. 3, Behind Raghavendra Bhavan, Next to PLD Bank, Anekal, Bangalore-562106. xyxy=(715,234,817,294)
notice-body: This is to inform the general public that my client Mr. Prajwal L S/o Lakshminarayan, aged about 27 years, R/o No. 279, 4th Main Road, BDA Park Road, Kempegowda Layout, Bengaluru – 560060, who is the present owner of site bearing No. 63, Property No. 7, measuring East to West 30 feet and North to South 40 feet, which was allotted by The Binny Employees’ Co-operative Housing Society. The original allotment letter and possession certificate issued in favour of the grandfather of my client have been misplaced and are not traceable in spite of diligent search. Any person having any claim in respect of the above said property or in possession of the above documents may contact within 7 days from the date of this publication at the office address given below. xyxy=(10,63,114,223)
possession-label: ಸ್ವಾಧೀನ ನೋಟೀಸ್ ದಿನಾಂಕ: xyxy=(583,642,638,649)
col-header: ಸಾಲಗಾರರ ಹೆಸರು xyxy=(494,604,580,624)
property-description: ನಂ.2/1, ಹಳೆ ನಂ. 6 & 7, ಕನಕಪುರ ರಸ್ತೆ, ಬೆಂಗಳೂರು, ಪಿ.ಐ.ಡಿ. ನಂ. 57-285-15/2. ಅಳತೆ: ಪೂರ್ವ-ಪಶ್ಚಿಮ 30 ಅಡಿ, ಉತ್ತರ-ದಕ್ಷಿಣ 40 ಅಡಿ. ಚಕ್ಕುಬಂದಿ: ಪೂರ್ವಕ್ಕೆ: ರಸ್ತೆ, ಪಶ್ಚಿಮಕ್ಕೆ: ಖಾಸಗಿ ಸ್ವತ್ತು, ಉತ್ತರಕ್ಕೆ: ಸ್ವತ್ತು ನಂ. 06, ದಕ್ಷಿಣಕ್ಕೆ: ಸ್ವತ್ತು ನಂ. 05 xyxy=(192,1059,468,1110)
registration-dot-icon xyxy=(80,1470,88,1478)
case-number: O.S. No. 2520/2020 xyxy=(146,361,214,369)
borrower-name: ಶ್ರೀ. ಮಂಜುನಾಥ್ ಡಿ. & ಶ್ರೀಮತಿ. ಸೌಮ್ಯ xyxy=(494,951,580,1002)
outstanding-amount: ರೂ. 83,31,455/- xyxy=(583,769,636,777)
notice-signature: Given under my hand and seal of this court. By Order of the Court, ASSISTANT COMMISSIONER, TUMAKURU SUB DIVISION, TUMAKURU. Advocate for Appellant: Lakshminarayana, B.A.LL.B., Advocate, SRS Building, Near Civil Bus Stand, Tumakuru. Mobile No. 9448581909 xyxy=(597,242,700,302)
bank-footer xyxy=(475,1437,938,1455)
table-row xyxy=(475,781,938,833)
legal-notice xyxy=(7,28,116,255)
legal-notice xyxy=(360,298,468,561)
outstanding-amount: ರೂ. 24,74,581/- xyxy=(583,1095,636,1103)
possession-date: 06.10.2025 xyxy=(117,966,155,973)
table-row xyxy=(9,1229,469,1281)
property-description: 1ನೇ ಸ್ವತ್ತು: ನಂ. 93, ದಿನ್ನೂರು ಗ್ರಾಮ, ಆರ್.ಟಿ. ನಗರ, ಬೆಂಗಳೂರು, ಪಿ.ಐ.ಡಿ. ನಂ. 67-42-93. ಅಳತೆ: ಪೂರ್ವ-ಪಶ್ಚಿಮ 14 ಅಡಿ, ಉತ್ತರ-ದಕ್ಷಿಣ 41 ಅಡಿ. 2ನೇ ಸ್ವತ್ತು: ನಂ. 93/1, ಪಿ.ಐ.ಡಿ. ನಂ. 67-42-93/1. ಅಳತೆ: ಪೂರ್ವ-ಪಶ್ಚಿಮ 14 ಅಡಿ, ಉತ್ತರ-ದಕ್ಷಿಣ 41 ಅಡಿ. ಚಕ್ಕುಬಂದಿ: ಪೂರ್ವಕ್ಕೆ: ರಸ್ತೆ, ಪಶ್ಚಿಮಕ್ಕೆ: ಖಾಸಗಿ ಸ್ವತ್ತು xyxy=(658,729,937,780)
outstanding-amount: ರೂ. 44,64,483/- xyxy=(583,991,636,999)
borrower-name: ಶ್ರೀಮತಿ. ಸರಯೂ ಗುಪ್ತಾ (ಪ್ರೊ: ಶ್ರೀಸಾಯಿ ಎಂಟರ್‌ಪ್ರೈಸಸ್), 2. ಶ್ರೀ ಮಹೇಶ್ (ಜಾಮೀನುದಾರರು) xyxy=(494,625,580,676)
amount-date-label: ದಿನಾಂಕ: 06.10.2025 ಕ್ಕೆ xyxy=(117,869,175,876)
borrower-name: ಶ್ರೀ. ಎಸ್. ರವಿಕುಮಾರ್ xyxy=(28,1229,114,1280)
amount-date-label: ದಿನಾಂಕ: 06.10.2025 ಕ್ಕೆ xyxy=(583,1153,641,1160)
notice-heading: ಶ್ರೀ. ಪ್ರಧಾನ ಹಿರಿಯ ಸಿವಿಲ್ ನ್ಯಾಯಾಧೀಶರು ಹಾಗೂ ಜೆ.ಎಂ.ಎಫ್.ಸಿ. ನ್ಯಾಯಾಲಯ xyxy=(364,183,465,217)
case-number: OS.No. 2027/2024 xyxy=(852,360,916,368)
row-number: 6. xyxy=(16,1061,22,1068)
amount-date-label: ದಿನಾಂಕ: 06.10.2025 ಕ್ಕೆ xyxy=(117,1209,175,1216)
property-description: ನಂ.458/1, ನಂ. Chord ರಸ್ತೆ, ಬೆಂಗಳೂರು, ಪಿ.ಐ.ಡಿ. ನಂ. 45-89-458/1, (Undivided Share) 50% of the land & 1st Floor 800 feet & 2nd Floor 400 feet. ಚಕ್ಕುಬಂದಿ: ಪೂರ್ವಕ್ಕೆ: ಸ್ವತ್ತು ನಂ. 454, ಪಶ್ಚಿಮಕ್ಕೆ: ರಸ್ತೆ, ಉತ್ತರಕ್ಕೆ: ಸ್ವತ್ತು ನಂ. 457, ದಕ್ಷಿಣಕ್ಕೆ: ಸ್ವತ್ತು ನಂ. 459 xyxy=(192,1229,468,1280)
amount-date-label: ದಿನಾಂಕ: 06.10.2025 ಕ್ಕೆ xyxy=(583,983,641,990)
notice-heading: PUBLIC NOTICE xyxy=(128,31,230,61)
date-label: 11 ಅಕ್ಟೋಬರ್ 2025 xyxy=(91,5,174,17)
table-row xyxy=(9,1177,469,1229)
possession-date: 06.10.2025 xyxy=(117,810,155,817)
possession-label: ಸ್ವಾಧೀನ ನೋಟೀಸ್ ದಿನಾಂಕ: xyxy=(117,1128,172,1135)
amount-date-label: ದಿನಾಂಕ: 06.10.2025 ಕ್ಕೆ xyxy=(583,813,641,820)
table-header xyxy=(9,749,469,771)
borrower-name: ಶ್ರೀ. ಕುಮಾರಸ್ವಾಮಿ ಜೆ.ಪಿ xyxy=(28,1007,114,1058)
branch-heading: ಮಲ್ಲೇಶ್ವರಂ ಶಾಖೆ: xyxy=(9,1163,469,1177)
outstanding-amount: ರೂ. 55,64,190/- xyxy=(583,873,636,881)
bank-address: ಆಡಳಿತ ಕಚೇರಿ, ನಂ. 3, ಪಂಪಮಹಾಕವಿ ರಸ್ತೆ, ಚಾಮರಾಜಪೇಟೆ, ಬೆಂಗಳೂರು-18 xyxy=(161,629,359,638)
demand-label: ತಗಾದೆ ನೋಟೀಸ್ ದಿನಾಂಕ: xyxy=(117,1061,170,1068)
legal-notice xyxy=(360,181,468,295)
possession-label: ಸ್ವಾಧೀನ ನೋಟೀಸ್ ದಿನಾಂಕ: xyxy=(583,968,638,975)
